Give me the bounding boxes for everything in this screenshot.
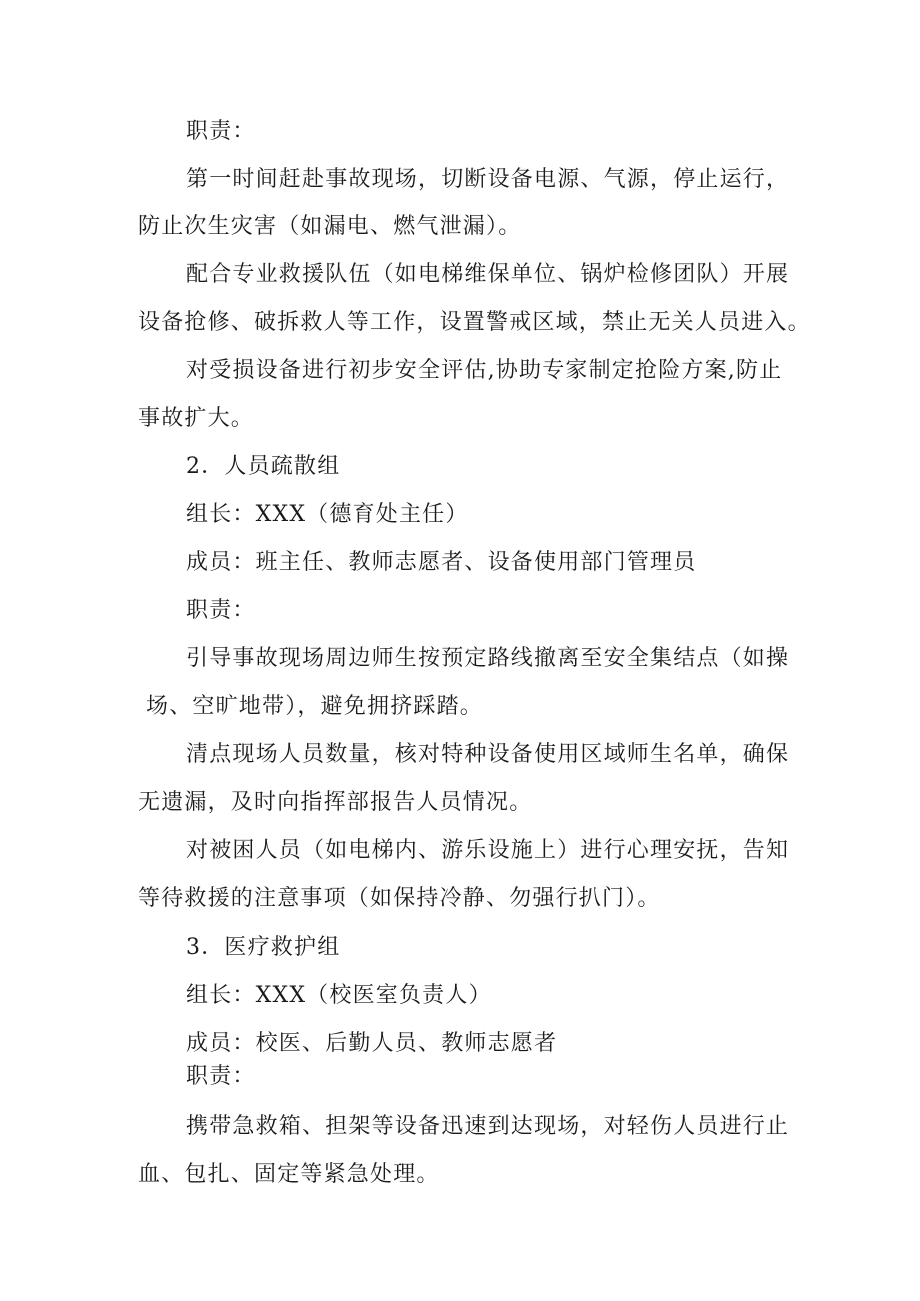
paragraph-line: 事故扩大。 bbox=[138, 406, 255, 431]
paragraph-line: 防止次生灾害（如漏电、燃气泄漏）。 bbox=[138, 214, 522, 239]
section-heading: 3．医疗救护组 bbox=[186, 935, 341, 960]
paragraph-line: 设备抢修、破拆救人等工作，设置警戒区域，禁止无关人员进入。 bbox=[138, 310, 811, 335]
section-heading: 2．人员疏散组 bbox=[186, 454, 341, 479]
paragraph-line: 第一时间赶赴事故现场，切断设备电源、气源，停止运行， bbox=[186, 167, 790, 192]
paragraph-line: 对被困人员（如电梯内、游乐设施上）进行心理安抚，告知 bbox=[186, 838, 790, 863]
paragraph-line: 携带急救箱、担架等设备迅速到达现场，对轻伤人员进行止 bbox=[186, 1114, 790, 1139]
group-members: 成员：班主任、教师志愿者、设备使用部门管理员 bbox=[186, 550, 697, 575]
paragraph-line: 血、包扎、固定等紧急处理。 bbox=[138, 1162, 440, 1187]
paragraph-line: 引导事故现场周边师生按预定路线撤离至安全集结点（如操 bbox=[186, 646, 790, 671]
paragraph-line: 对受损设备进行初步安全评估,协助专家制定抢险方案,防止 bbox=[186, 358, 783, 383]
group-members: 成员：校医、后勤人员、教师志愿者 bbox=[186, 1031, 558, 1056]
group-leader: 组长：XXX（校医室负责人） bbox=[186, 983, 492, 1008]
paragraph-line: 场、空旷地带），避免拥挤踩踏。 bbox=[146, 694, 484, 719]
paragraph-line: 等待救援的注意事项（如保持冷静、勿强行扒门）。 bbox=[138, 886, 661, 911]
paragraph-line: 配合专业救援队伍（如电梯维保单位、锅炉检修团队）开展 bbox=[186, 262, 790, 287]
paragraph-line: 清点现场人员数量，核对特种设备使用区域师生名单，确保 bbox=[186, 742, 790, 767]
group-leader: 组长：XXX（德育处主任） bbox=[186, 502, 469, 527]
duty-heading: 职责： bbox=[186, 1064, 256, 1089]
duty-heading: 职责： bbox=[186, 598, 256, 623]
paragraph-line: 无遗漏，及时向指挥部报告人员情况。 bbox=[138, 790, 533, 815]
duty-heading: 职责： bbox=[186, 119, 256, 144]
